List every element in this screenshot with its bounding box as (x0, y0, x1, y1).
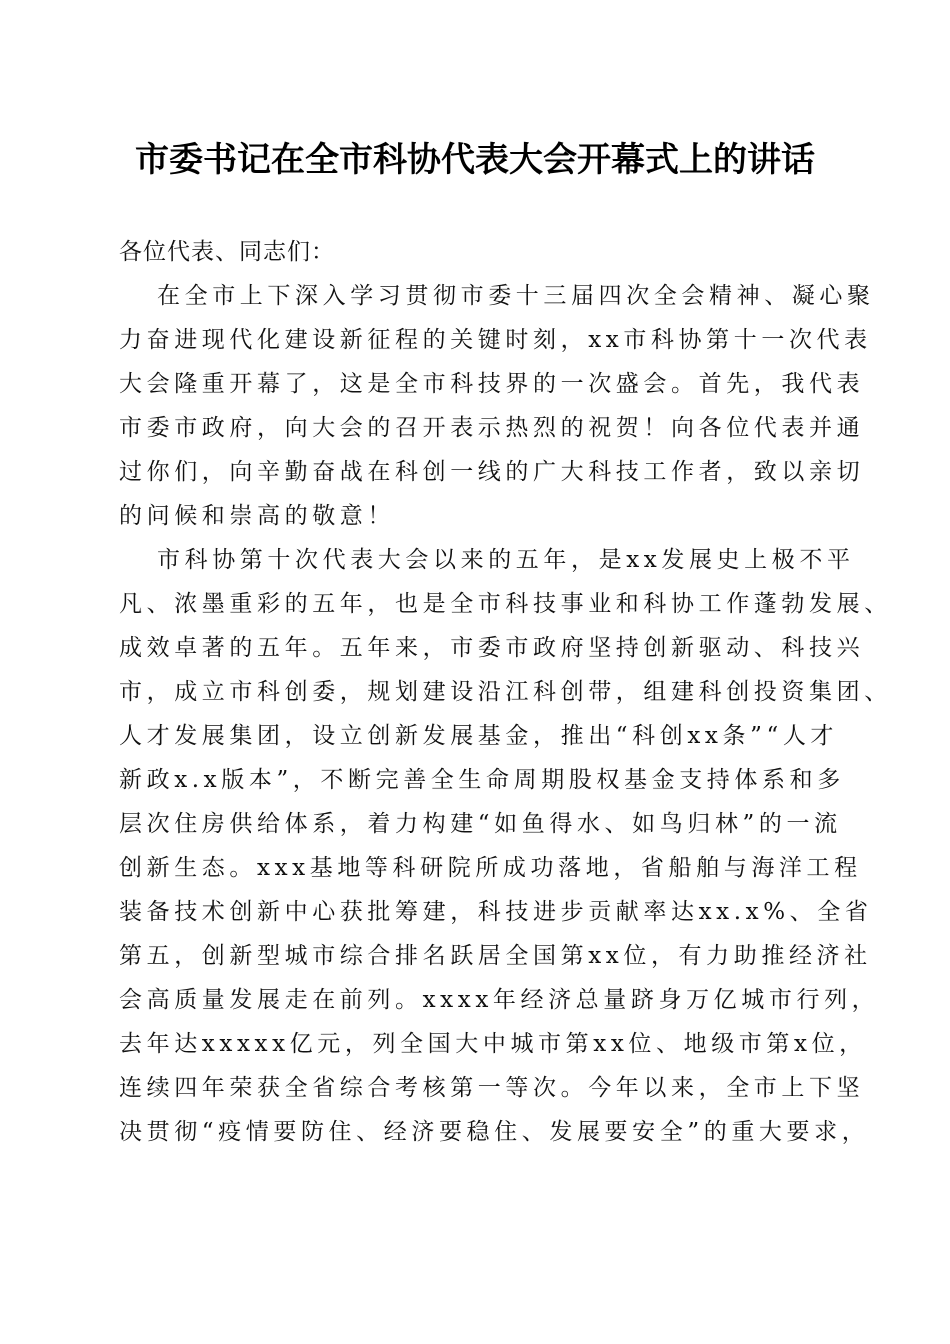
paragraph-line: 力奋进现代化建设新征程的关键时刻，xx市科协第十一次代表 (119, 327, 872, 353)
paragraph-line: 成效卓著的五年。五年来，市委市政府坚持创新驱动、科技兴 (119, 635, 865, 661)
paragraph-2 (119, 538, 892, 1154)
paragraph-line: 过你们，向辛勤奋战在科创一线的广大科技工作者，致以亲切 (119, 459, 865, 485)
paragraph-line: 装备技术创新中心获批筹建，科技进步贡献率达xx.x%、全省 (119, 899, 873, 925)
paragraph-line: 会高质量发展走在前列。xxxx年经济总量跻身万亿城市行列， (119, 987, 880, 1013)
paragraph-line: 凡、浓墨重彩的五年，也是全市科技事业和科协工作蓬勃发展、 (119, 591, 892, 617)
paragraph-line: 连续四年荣获全省综合考核第一等次。今年以来，全市上下坚 (119, 1075, 865, 1101)
paragraph-line: 在全市上下深入学习贯彻市委十三届四次全会精神、凝心聚 (157, 283, 875, 309)
paragraph-line: 新政x.x版本”，不断完善全生命周期股权基金支持体系和多 (119, 767, 845, 793)
paragraph-line: 层次住房供给体系，着力构建“如鱼得水、如鸟归林”的一流 (119, 811, 842, 837)
paragraph-line: 市，成立市科创委，规划建设沿江科创带，组建科创投资集团、 (119, 679, 892, 705)
paragraph-line: 决贯彻“疫情要防住、经济要稳住、发展要安全”的重大要求， (119, 1119, 870, 1145)
paragraph-line: 第五，创新型城市综合排名跃居全国第xx位，有力助推经济社 (119, 943, 872, 969)
paragraph-line: 人才发展集团，设立创新发展基金，推出“科创xx条”“人才 (119, 723, 839, 749)
paragraph-line: 去年达xxxxx亿元，列全国大中城市第xx位、地级市第x位， (119, 1031, 867, 1057)
paragraph-line: 市科协第十次代表大会以来的五年，是xx发展史上极不平 (157, 547, 855, 573)
paragraph-line: 的问候和崇高的敬意！ (119, 503, 395, 529)
document-body (119, 230, 892, 1154)
salutation: 各位代表、同志们： (119, 239, 335, 265)
paragraph-line: 大会隆重开幕了，这是全市科技界的一次盛会。首先，我代表 (119, 371, 865, 397)
paragraph-1 (119, 274, 875, 538)
paragraph-line: 市委市政府，向大会的召开表示热烈的祝贺！向各位代表并通 (119, 415, 865, 441)
document-title: 市委书记在全市科协代表大会开幕式上的讲话 (135, 140, 815, 180)
paragraph-line: 创新生态。xxx基地等科研院所成功落地，省船舶与海洋工程 (119, 855, 862, 881)
